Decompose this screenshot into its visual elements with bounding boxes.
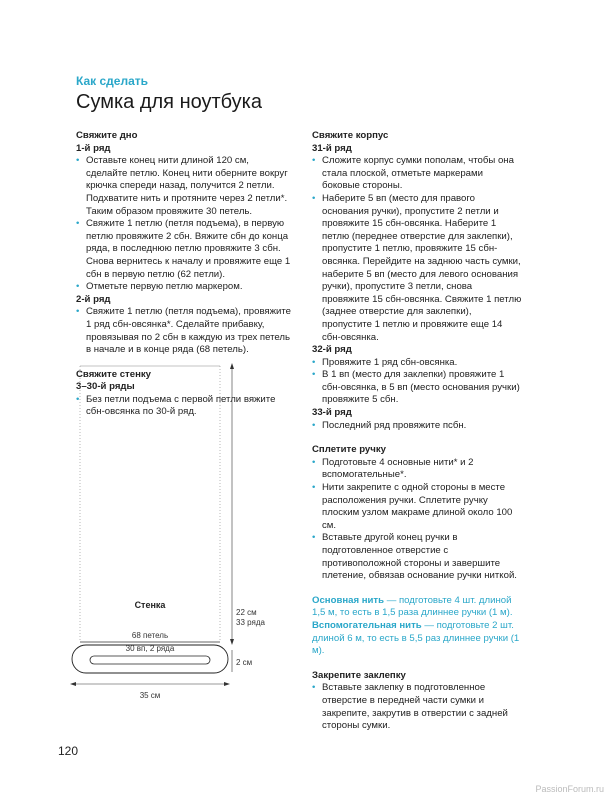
wall-diagram-real (62, 360, 282, 710)
row-31-list (312, 155, 522, 344)
handle-list (312, 457, 522, 583)
heading-bottom: Свяжите дно (76, 130, 138, 141)
rivet-list (312, 682, 522, 732)
height-arrow-top (230, 363, 234, 369)
section-kicker: Как сделать (76, 74, 148, 88)
note-main-thread-term: Основная нить (312, 594, 385, 606)
row-2-heading: 2-й ряд (76, 293, 111, 305)
list-item: • Сложите корпус сумки пополам, чтобы она стала плоской, отметьте маркерами боковые стороны. (312, 155, 522, 193)
row-32-list (312, 357, 522, 407)
note-aux-thread (312, 620, 522, 658)
heading-wall: Свяжите стенку (76, 368, 151, 380)
height-arrow-bottom (230, 639, 234, 645)
list-item: • Без петли подъема с первой петли вяжите сбн-овсянка по 30-й ряд. (76, 394, 292, 419)
right-column (312, 130, 522, 733)
heading-body: Свяжите корпус (312, 130, 389, 141)
row-2-list (76, 306, 292, 356)
heading-rivet: Закрепите заклепку (312, 669, 406, 681)
label-2cm: 2 см (236, 658, 253, 667)
list-item: • Свяжите 1 петлю (петля подъема), провяжите 1 ряд сбн-овсянка*. Сделайте прибавку, провязывая по 2 сбн в каждую из трех петель в начале и в конце ряда (68 петель). (76, 306, 292, 356)
list-item: • Оставьте конец нити длиной 120 см, сделайте петлю. Конец нити оберните вокруг крючка спереди назад, получится 2 петли. Подхватите нить и протяните через 2 петли*. Таким образом провяжите 30 петель. (76, 155, 292, 218)
pattern-drawing (64, 722, 284, 723)
real-diagram (64, 712, 284, 792)
width-arrow-right (224, 682, 230, 686)
list-item: • Последний ряд провяжите псбн. (312, 420, 522, 433)
list-item: • Свяжите 1 петлю (петля подъема), в первую петлю провяжите 2 сбн. Вяжите сбн до конца ряда, в последнюю петлю провяжите 3 сбн. Снова вернитесь к началу и провяжите еще 1 сбн в первую петлю (62 петли). (76, 218, 292, 281)
page-number: 120 (58, 744, 79, 758)
list-item: • Провяжите 1 ряд сбн-овсянка. (312, 357, 522, 370)
heading-handle: Сплетите ручку (312, 444, 386, 456)
row-1-list (76, 155, 292, 294)
label-rows: 33 ряда (236, 618, 265, 627)
note-main-thread (312, 595, 522, 620)
list-item: • Вставьте заклепку в подготовленное отверстие в передней части сумки и закрепите, закрутив в отверстии с задней стороны сумки. (312, 682, 522, 732)
rows-3-30-heading: 3–30-й ряды (76, 381, 135, 393)
label-height: 22 см (236, 608, 257, 617)
row-33-heading: 33-й ряд (312, 407, 352, 419)
list-item: • Отметьте первую петлю маркером. (76, 281, 292, 294)
list-item: • В 1 вп (место для заклепки) провяжите 1 сбн-овсянка, в 5 вп (место основания ручки) провяжите 5 сбн. (312, 369, 522, 407)
note-aux-thread-term: Вспомогательная нить (312, 619, 422, 631)
list-item: • Вставьте другой конец ручки в подготовленное отверстие с противоположной стороны и завершите плетение, обвязав основание ручки ниткой. (312, 532, 522, 582)
wall-label: Стенка (134, 600, 166, 610)
note-main-thread-text: — подготовьте 4 шт. длиной 1,5 м, то есть в 1,5 раза длиннее ручки (1 м). (312, 594, 513, 619)
bottom-inner (90, 656, 210, 664)
row-31-heading: 31-й ряд (312, 142, 352, 154)
list-item: • Нити закрепите с одной стороны в месте расположения ручки. Сплетите ручку плоским узлом макраме длиной около 100 см. (312, 482, 522, 532)
width-arrow-left (70, 682, 76, 686)
list-item: • Наберите 5 вп (место для правого основания ручки), пропустите 2 петли и провяжите 15 сбн-овсянка. Наберите 1 петлю (переднее отверстие для заклепки), пропустите 1 петлю, провяжите 15 сбн-овсянка. Перейдите на заднюю часть сумки, наберите 5 вп (место для левого основания ручки), пропустите 3 петли, снова провяжите 15 сбн-овсянка. Свяжите 1 петлю (заднее отверстие для заклепки), пропустите 1 петлю и провяжите еще 14 сбн-овсянка. (312, 193, 522, 344)
list-item: • Подготовьте 4 основные нити* и 2 вспомогательные*. (312, 457, 522, 482)
watermark: PassionForum.ru (535, 784, 604, 794)
label-width: 35 см (139, 691, 161, 700)
label-30-chain: 30 вп, 2 ряда (125, 644, 175, 653)
row-32-heading: 32-й ряд (312, 344, 352, 356)
page-title: Сумка для ноутбука (76, 91, 262, 113)
label-68-stitches: 68 петель (131, 631, 169, 640)
row-33-list (312, 420, 522, 433)
row-1-heading: 1-й ряд (76, 142, 111, 154)
note-aux-thread-text: — подготовьте 2 шт. длиной 6 м, то есть в 5,5 раз длиннее ручки (1 м). (312, 619, 520, 657)
